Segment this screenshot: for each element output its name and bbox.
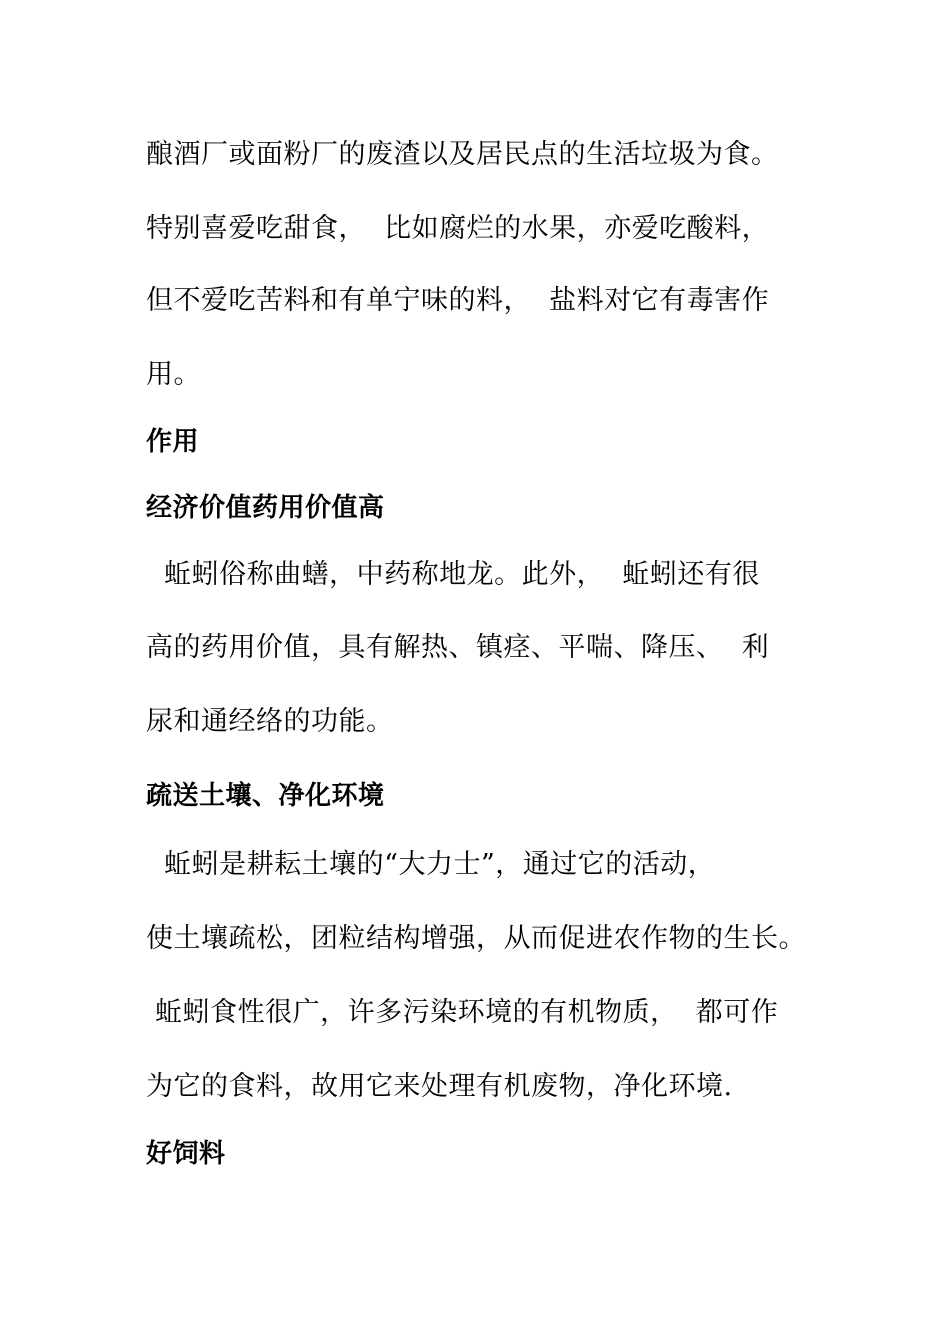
section-heading: 作用	[146, 427, 200, 457]
subsection-heading: 疏送土壤、净化环境	[146, 781, 385, 811]
paragraph-line: 酿酒厂或面粉厂的废渣以及居民点的生活垃圾为食。	[146, 139, 779, 170]
paragraph-line: 尿和通经络的功能。	[146, 706, 394, 737]
paragraph-line: 为它的食料，故用它来处理有机废物，净化环境.	[146, 1071, 733, 1102]
subsection-heading: 经济价值药用价值高	[146, 493, 385, 523]
paragraph-line: 使土壤疏松，团粒结构增强，从而促进农作物的生长。	[146, 923, 806, 954]
paragraph-line: 蚯蚓食性很广，许多污染环境的有机物质， 都可作	[146, 997, 779, 1028]
subsection-heading: 好饲料	[146, 1139, 226, 1169]
paragraph-line: 蚯蚓是耕耘土壤的“大力士”，通过它的活动，	[146, 849, 716, 880]
paragraph-line: 高的药用价值，具有解热、镇痉、平喘、降压、 利	[146, 632, 770, 663]
paragraph-line: 蚯蚓俗称曲蟮，中药称地龙。此外， 蚯蚓还有很	[146, 559, 760, 590]
paragraph-line: 特别喜爱吃甜食， 比如腐烂的水果，亦爱吃酸料，	[146, 213, 770, 244]
paragraph-line: 用。	[146, 359, 201, 390]
paragraph-line: 但不爱吃苦料和有单宁味的料， 盐料对它有毒害作	[146, 285, 770, 316]
